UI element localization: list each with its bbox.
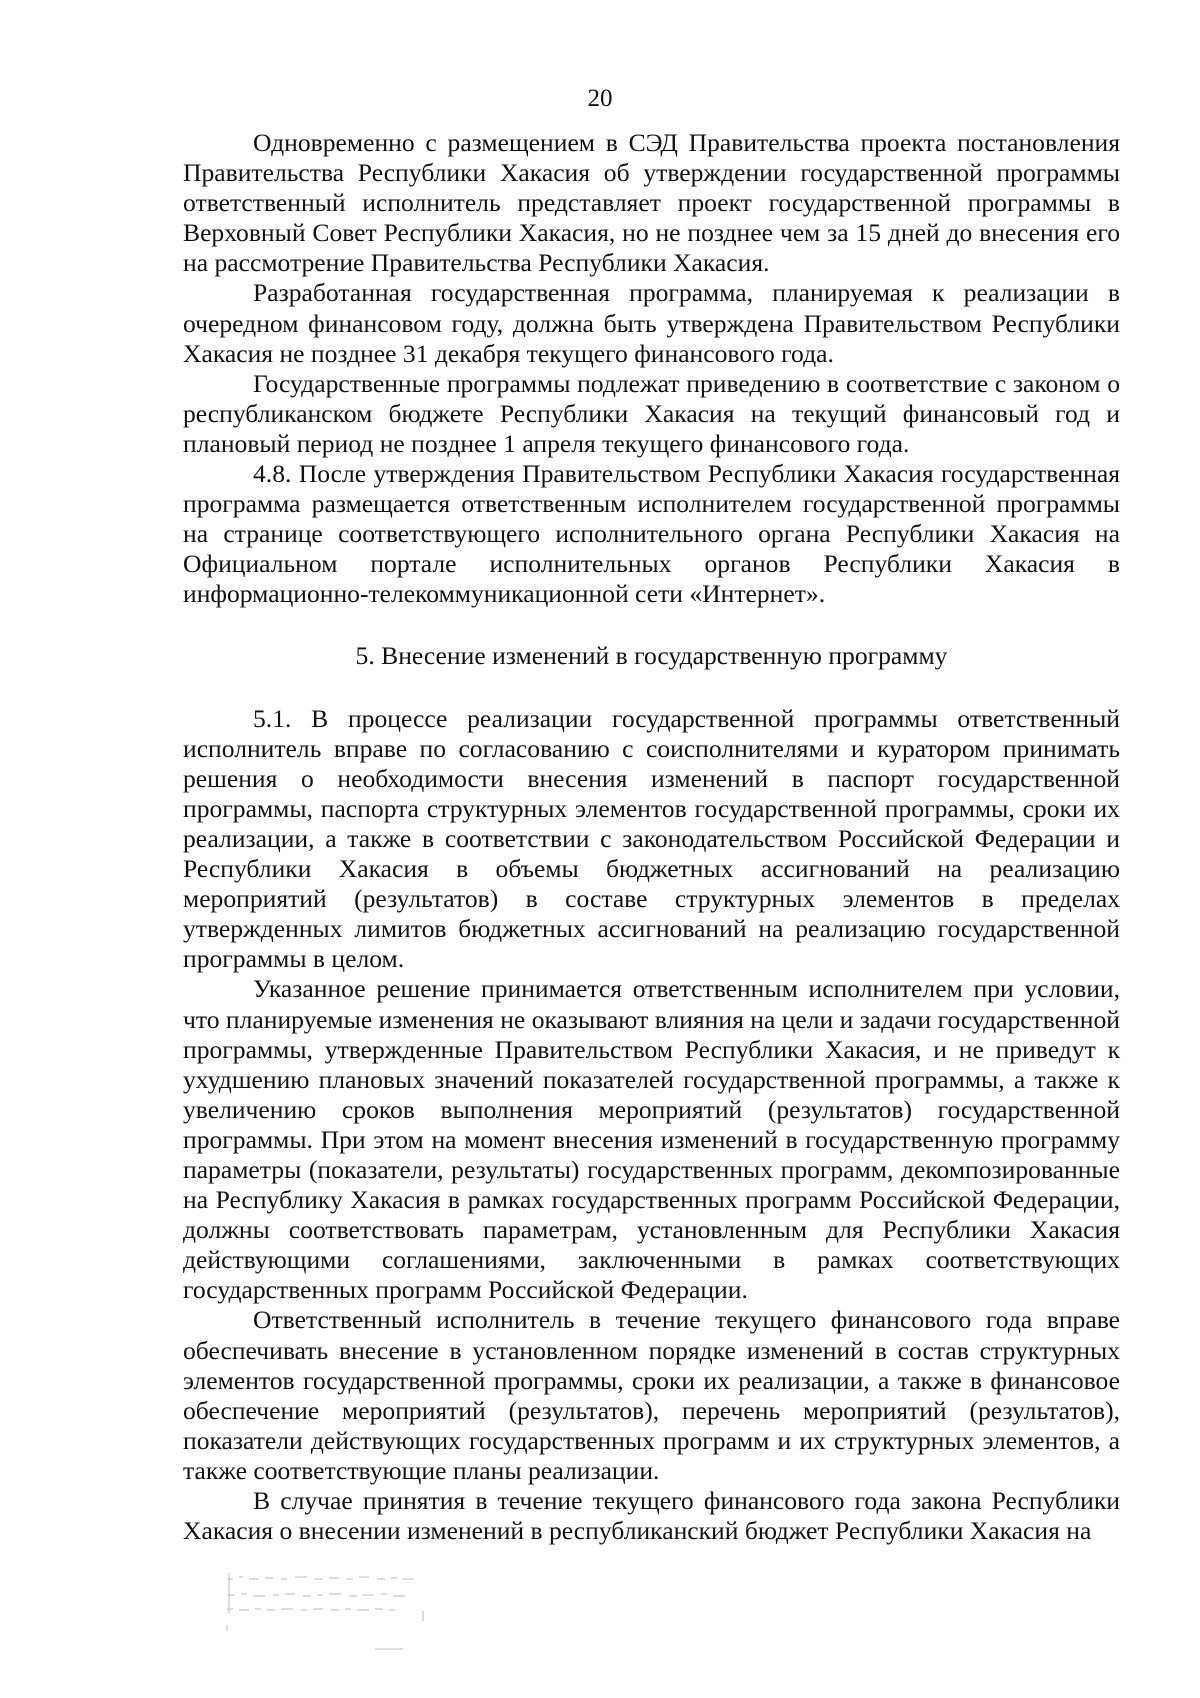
faint-stamp-mark bbox=[225, 1565, 435, 1655]
section-heading: 5. Внесение изменений в государственную программу bbox=[355, 640, 948, 670]
paragraph: 5.1. В процессе реализации государственной программы ответственный исполнитель вправе по согласованию с соисполнителями и куратором принимать решения о необходимости внесения изменений в паспорт государственной программы, паспорта структурных элементов государственной программы, сроки их реализации, а также в соответствии с законодательством Российской Федерации и Республики Хакасия в объемы бюджетных ассигнований на реализацию мероприятий (результатов) в составе структурных элементов в пределах утвержденных лимитов бюджетных ассигнований на реализацию государственной программы в целом. bbox=[183, 703, 1120, 974]
paragraph: Указанное решение принимается ответственным исполнителем при условии, что планируемые изменения не оказывают влияния на цели и задачи государственной программы, утвержденные Правительством Республики Хакасия, и не приведут к ухудшению плановых значений показателей государственной программы, а также к увеличению сроков выполнения мероприятий (результатов) государственной программы. При этом на момент внесения изменений в государственную программу параметры (показатели, результаты) государственных программ, декомпозированные на Республику Хакасия в рамках государственных программ Российской Федерации, должны соответствовать параметрам, установленным для Республики Хакасия действующими соглашениями, заключенными в рамках соответствующих государственных программ Российской Федерации. bbox=[183, 974, 1120, 1305]
paragraph: Государственные программы подлежат приведению в соответствие с законом о республиканском бюджете Республики Хакасия на текущий финансовый год и плановый период не позднее 1 апреля текущего финансового года. bbox=[183, 368, 1120, 458]
document-body bbox=[183, 128, 1120, 1546]
paragraph: Разработанная государственная программа, планируемая к реализации в очередном финансовом году, должна быть утверждена Правительством Республики Хакасия не позднее 31 декабря текущего финансового года. bbox=[183, 278, 1120, 368]
paragraph: 4.8. После утверждения Правительством Республики Хакасия государственная программа размещается ответственным исполнителем государственной программы на странице соответствующего исполнительного органа Республики Хакасия на Официальном портале исполнительных органов Республики Хакасия в информационно-телекоммуникационной сети «Интернет». bbox=[183, 459, 1120, 609]
page-number: 20 bbox=[587, 85, 613, 112]
paragraph: Одновременно с размещением в СЭД Правительства проекта постановления Правительства Республики Хакасия об утверждении государственной программы ответственный исполнитель представляет проект государственной программы в Верховный Совет Республики Хакасия, но не позднее чем за 15 дней до внесения его на рассмотрение Правительства Республики Хакасия. bbox=[183, 128, 1120, 278]
paragraph: Ответственный исполнитель в течение текущего финансового года вправе обеспечивать внесение в установленном порядке изменений в состав структурных элементов государственной программы, сроки их реализации, а также в финансовое обеспечение мероприятий (результатов), перечень мероприятий (результатов), показатели действующих государственных программ и их структурных элементов, а также соответствующие планы реализации. bbox=[183, 1305, 1120, 1485]
paragraph: В случае принятия в течение текущего финансового года закона Республики Хакасия о внесении изменений в республиканский бюджет Республики Хакасия на bbox=[183, 1486, 1120, 1546]
